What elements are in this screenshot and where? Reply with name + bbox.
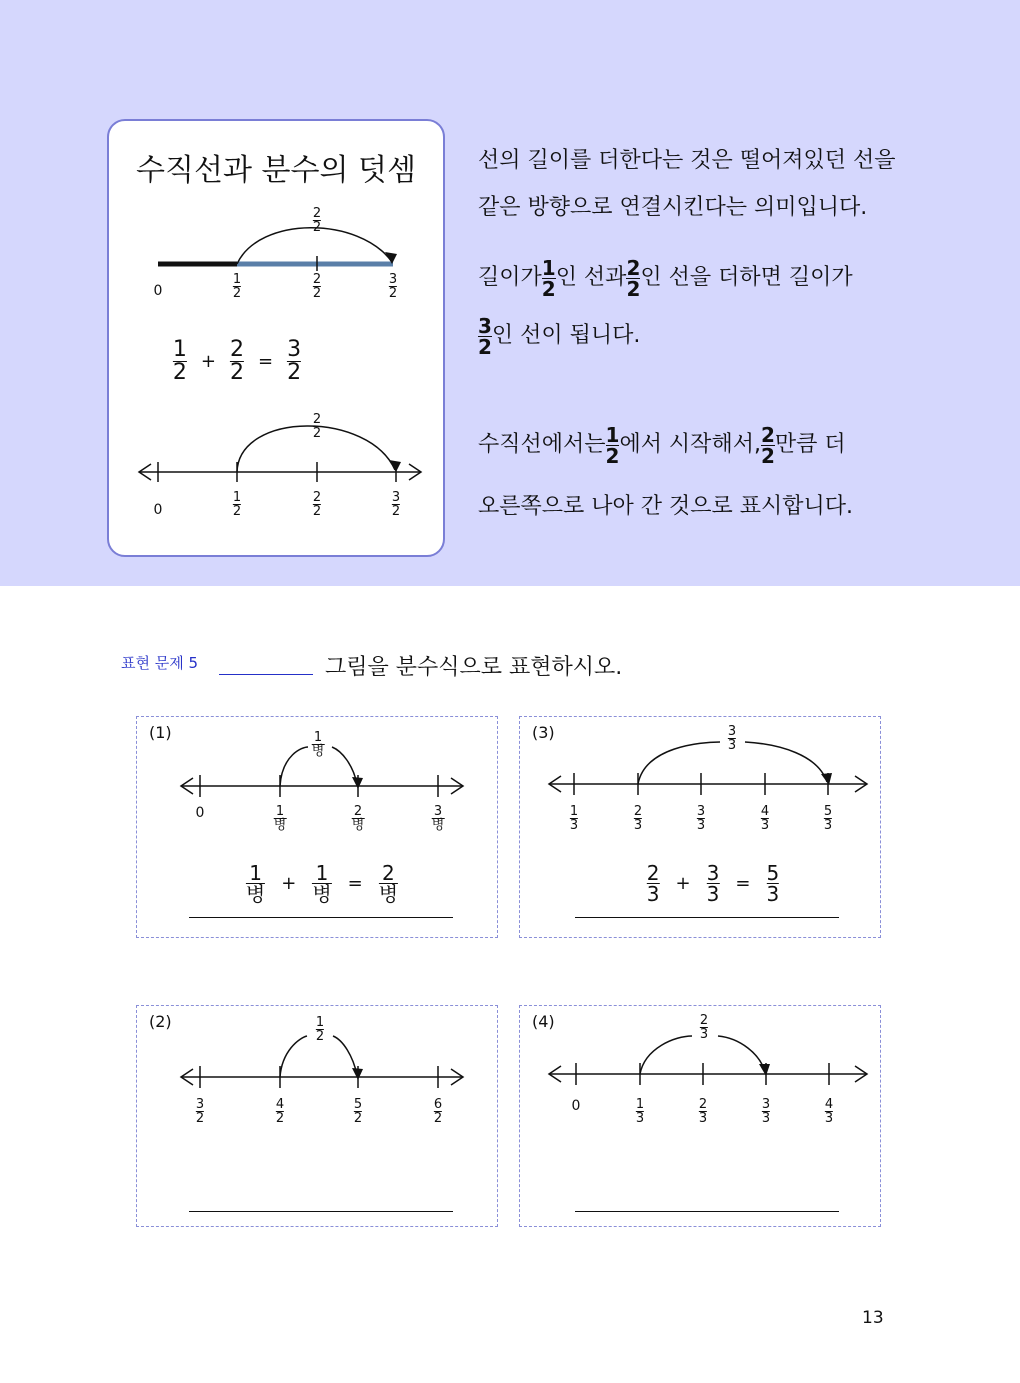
answer-equation: $\frac{2}{3}$ + $\frac{3}{3}$ = $\frac{5}{3}$ bbox=[646, 861, 780, 906]
tick-label: $\frac{4}{2}$ bbox=[275, 1097, 285, 1126]
tick-label: $\frac{4}{3}$ bbox=[760, 804, 770, 833]
problem-panel-3 bbox=[519, 716, 881, 938]
arc-label: $\frac{1}{\text{병}}$ bbox=[311, 730, 325, 759]
explanation-line: 선의 길이를 더한다는 것은 떨어져있던 선을 bbox=[478, 148, 896, 173]
arrowhead bbox=[821, 773, 832, 785]
number-line-diagram bbox=[109, 121, 447, 541]
explanation-line: 수직선에서는 $\frac{1}{2}$ 에서 시작해서, $\frac{2}{2}$ 만큼 더 bbox=[478, 423, 846, 468]
answer-line[interactable] bbox=[189, 917, 453, 918]
explanation-line: $\frac{3}{2}$ 인 선이 됩니다. bbox=[478, 314, 641, 359]
concept-equation: $\frac{1}{2}$ + $\frac{2}{2}$ = $\frac{3}{2}$ bbox=[172, 337, 302, 385]
tick-label: $\frac{1}{\text{병}}$ bbox=[273, 804, 287, 833]
arrowhead bbox=[389, 460, 401, 472]
page-number: 13 bbox=[862, 1308, 884, 1328]
arc-label: $\frac{2}{2}$ bbox=[312, 206, 322, 235]
explanation-line: 같은 방향으로 연결시킨다는 의미입니다. bbox=[478, 195, 868, 220]
tick-label: $\frac{2}{3}$ bbox=[633, 804, 643, 833]
problem-panel-4 bbox=[519, 1005, 881, 1227]
tick-label: $\frac{3}{\text{병}}$ bbox=[431, 804, 445, 833]
answer-line[interactable] bbox=[575, 1211, 839, 1212]
section-label: 표현 문제 5 bbox=[121, 654, 199, 672]
arc-label: $\frac{2}{3}$ bbox=[699, 1013, 709, 1042]
tick-label: $\frac{3}{3}$ bbox=[761, 1097, 771, 1126]
tick-label: $\frac{2}{2}$ bbox=[312, 490, 322, 519]
problem-panel-2 bbox=[136, 1005, 498, 1227]
tick-label-zero: 0 bbox=[153, 283, 163, 299]
tick-label: $\frac{5}{2}$ bbox=[353, 1097, 363, 1126]
problem-number: (2) bbox=[149, 1012, 172, 1031]
problem-number: (4) bbox=[532, 1012, 555, 1031]
tick-label: $\frac{2}{2}$ bbox=[312, 272, 322, 301]
tick-label: $\frac{1}{2}$ bbox=[232, 490, 242, 519]
arc-label: $\frac{1}{2}$ bbox=[315, 1015, 325, 1044]
arrowhead bbox=[352, 1068, 363, 1080]
section-underline bbox=[219, 674, 313, 675]
concept-box bbox=[107, 119, 445, 557]
tick-label-zero: 0 bbox=[195, 805, 205, 821]
explanation-line: 길이가 $\frac{1}{2}$ 인 선과 $\frac{2}{2}$ 인 선을 더하면 길이가 bbox=[478, 256, 853, 301]
concept-title: 수직선과 분수의 덧셈 bbox=[136, 153, 416, 188]
tick-label: $\frac{6}{2}$ bbox=[433, 1097, 443, 1126]
tick-label: $\frac{3}{3}$ bbox=[696, 804, 706, 833]
arc-label: $\frac{3}{3}$ bbox=[727, 724, 737, 753]
answer-equation: $\frac{1}{\text{병}}$ + $\frac{1}{\text{병}}$ = $\frac{2}{\text{병}}$ bbox=[245, 861, 399, 906]
instruction: 그림을 분수식으로 표현하시오. bbox=[325, 655, 623, 680]
tick-label: $\frac{2}{\text{병}}$ bbox=[351, 804, 365, 833]
tick-label: $\frac{4}{3}$ bbox=[824, 1097, 834, 1126]
tick-label: $\frac{2}{3}$ bbox=[698, 1097, 708, 1126]
tick-label: $\frac{3}{2}$ bbox=[195, 1097, 205, 1126]
explanation-line: 오른쪽으로 나아 간 것으로 표시합니다. bbox=[478, 494, 853, 519]
tick-label: $\frac{1}{3}$ bbox=[635, 1097, 645, 1126]
tick-label: $\frac{3}{2}$ bbox=[388, 272, 398, 301]
problem-panel-1 bbox=[136, 716, 498, 938]
answer-line[interactable] bbox=[575, 917, 839, 918]
tick-label-zero: 0 bbox=[571, 1098, 581, 1114]
tick-label: $\frac{5}{3}$ bbox=[823, 804, 833, 833]
arc-label: $\frac{2}{2}$ bbox=[312, 412, 322, 441]
problem-number: (3) bbox=[532, 723, 555, 742]
tick-label: $\frac{1}{3}$ bbox=[569, 804, 579, 833]
problem-number: (1) bbox=[149, 723, 172, 742]
tick-label: $\frac{1}{2}$ bbox=[232, 272, 242, 301]
tick-label: $\frac{3}{2}$ bbox=[391, 490, 401, 519]
arrowhead bbox=[352, 777, 363, 789]
tick-label-zero: 0 bbox=[153, 502, 163, 518]
answer-line[interactable] bbox=[189, 1211, 453, 1212]
